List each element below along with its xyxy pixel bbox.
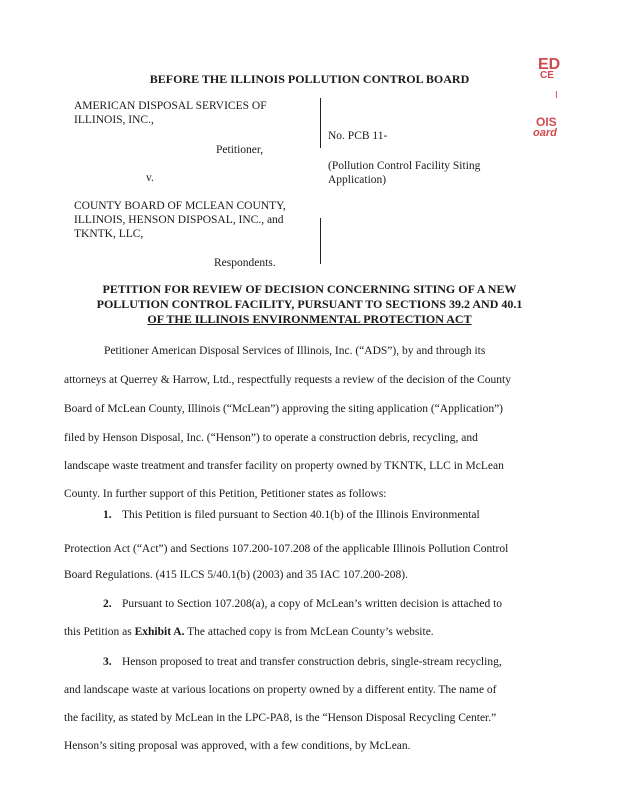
- paragraph-number: 3.: [103, 656, 112, 668]
- respondent-line-3: TKNTK, LLC,: [74, 228, 144, 240]
- title-line-3: OF THE ILLINOIS ENVIRONMENTAL PROTECTION ACT: [147, 312, 472, 326]
- petitioner-name-line-2: ILLINOIS, INC.,: [74, 114, 154, 126]
- versus-label: v.: [146, 172, 154, 184]
- intro-line: Board of McLean County, Illinois (“McLean”) approving the siting application (“Application”): [64, 403, 503, 415]
- petitioner-role: Petitioner,: [216, 144, 264, 156]
- paragraph-number: 2.: [103, 598, 112, 610]
- paragraph-line: Protection Act (“Act”) and Sections 107.200-107.208 of the applicable Illinois Pollution Control: [64, 543, 509, 555]
- paragraph-line: This Petition is filed pursuant to Section 40.1(b) of the Illinois Environmental: [122, 509, 480, 521]
- petitioner-name-line-1: AMERICAN DISPOSAL SERVICES OF: [74, 100, 267, 112]
- court-heading: BEFORE THE ILLINOIS POLLUTION CONTROL BOARD: [149, 72, 470, 86]
- paragraph-line: and landscape waste at various locations on property owned by a different entity. The name of: [64, 684, 497, 696]
- text-segment: this Petition as: [64, 626, 135, 638]
- intro-line: attorneys at Querrey & Harrow, Ltd., respectfully requests a review of the decision of the County: [64, 374, 511, 386]
- intro-line: filed by Henson Disposal, Inc. (“Henson”) to operate a construction debris, recycling, and: [64, 432, 478, 444]
- stamp-line-2: CE: [540, 70, 554, 81]
- case-type-line-2: Application): [328, 174, 387, 186]
- paragraph-line: Board Regulations. (415 ILCS 5/40.1(b) (2003) and 35 IAC 107.200-208).: [64, 569, 409, 581]
- paragraph-line: Henson’s siting proposal was approved, with a few conditions, by McLean.: [64, 740, 411, 752]
- intro-line: Petitioner American Disposal Services of Illinois, Inc. (“ADS”), by and through its: [104, 345, 486, 357]
- stamp-line-4: OIS: [536, 115, 557, 129]
- caption-divider-top: [320, 98, 321, 148]
- paragraph-line: [64, 625, 434, 639]
- text-segment: The attached copy is from McLean County’s website.: [184, 626, 434, 638]
- intro-line: landscape waste treatment and transfer facility on property owned by TKNTK, LLC in McLean: [64, 460, 504, 472]
- paragraph-line: Henson proposed to treat and transfer construction debris, single-stream recycling,: [122, 656, 502, 668]
- stamp-line-1: ED: [538, 56, 561, 73]
- paragraph-number: 1.: [103, 509, 112, 521]
- stamp-line-5: oard: [533, 127, 557, 139]
- caption-divider-bottom: [320, 218, 321, 264]
- stamp-line-3: I: [555, 90, 558, 101]
- title-line-2: POLLUTION CONTROL FACILITY, PURSUANT TO SECTIONS 39.2 AND 40.1: [96, 297, 523, 311]
- paragraph-line: Pursuant to Section 107.208(a), a copy of McLean’s written decision is attached to: [122, 598, 503, 610]
- intro-line: County. In further support of this Petition, Petitioner states as follows:: [64, 488, 387, 500]
- respondent-line-1: COUNTY BOARD OF MCLEAN COUNTY,: [74, 200, 286, 212]
- respondent-role: Respondents.: [214, 257, 276, 269]
- case-number: No. PCB 11-: [328, 130, 388, 142]
- exhibit-reference: Exhibit A.: [134, 626, 185, 638]
- case-type-line-1: (Pollution Control Facility Siting: [328, 160, 481, 172]
- paragraph-line: the facility, as stated by McLean in the LPC-PA8, is the “Henson Disposal Recycling Center.”: [64, 712, 497, 724]
- title-line-1: PETITION FOR REVIEW OF DECISION CONCERNING SITING OF A NEW: [102, 282, 517, 296]
- respondent-line-2: ILLINOIS, HENSON DISPOSAL, INC., and: [74, 214, 284, 226]
